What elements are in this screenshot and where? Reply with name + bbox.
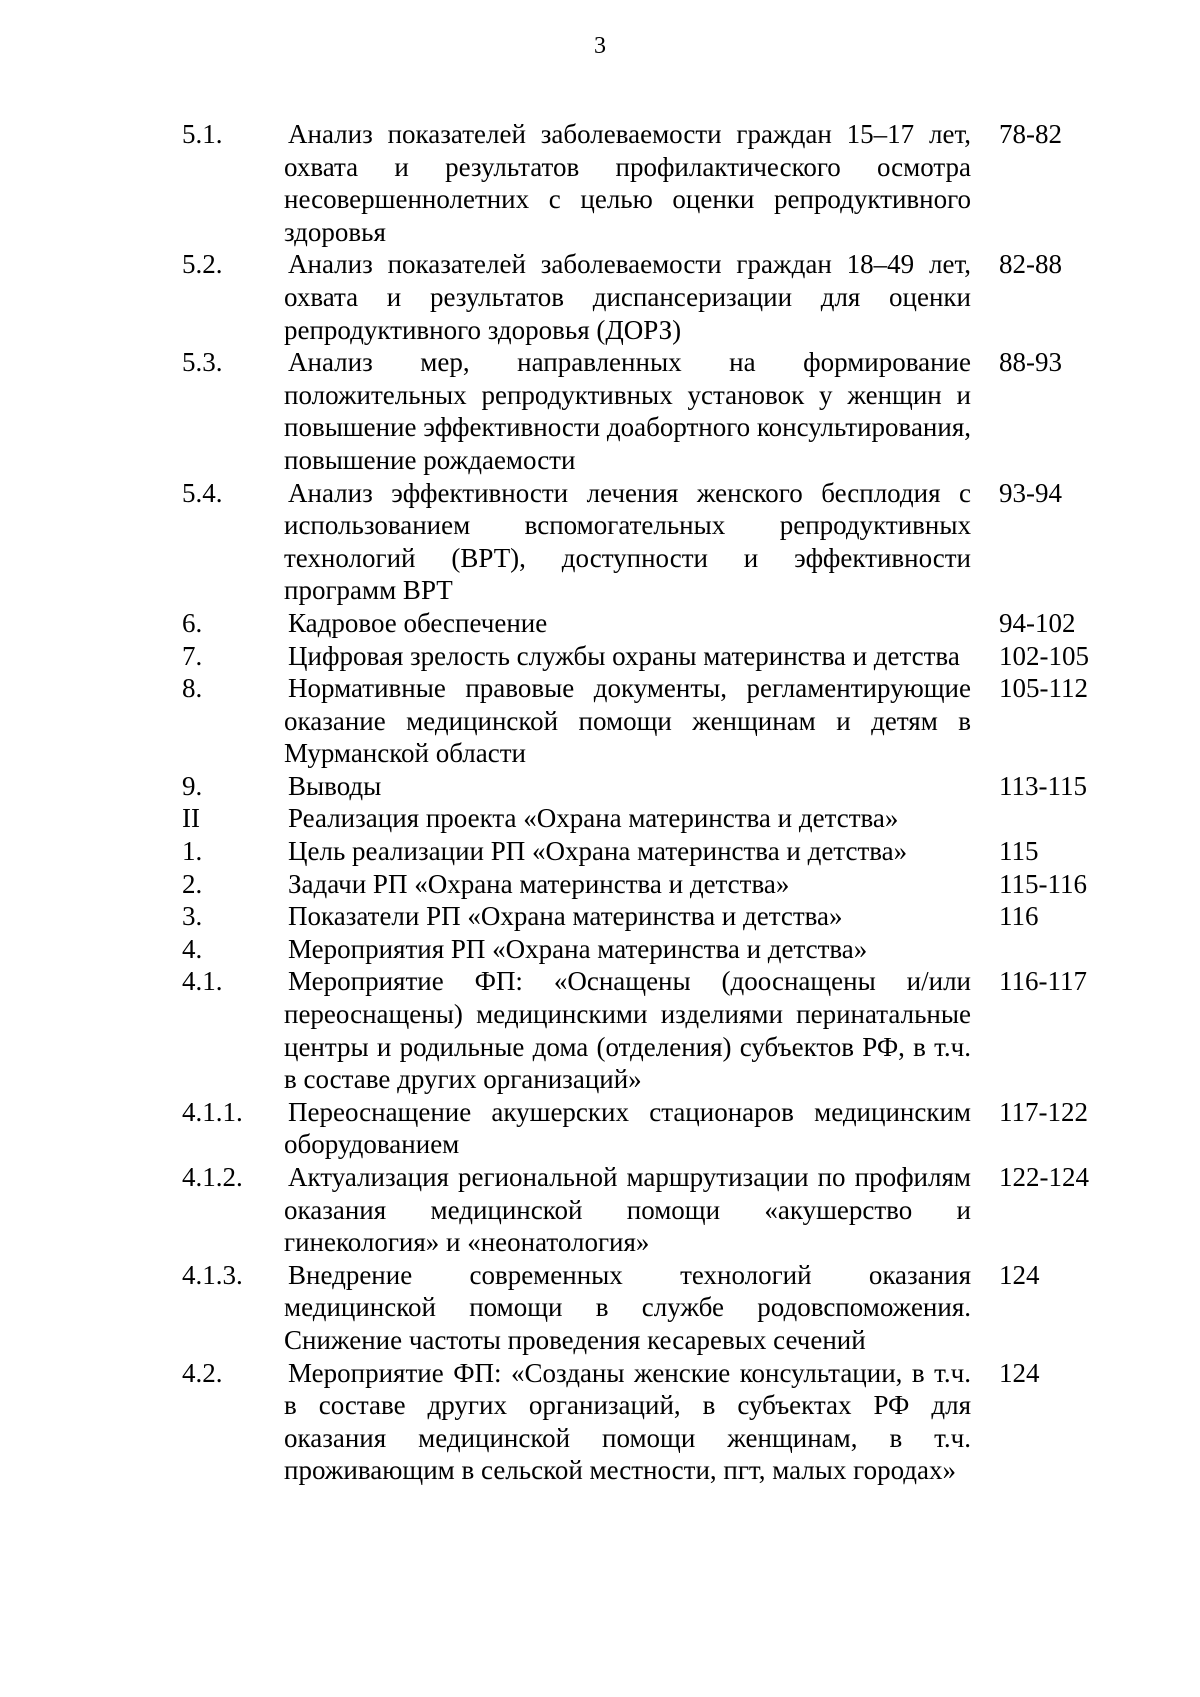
table-of-contents [182,118,1102,1487]
toc-item-title: Задачи РП «Охрана материнства и детства» [288,868,790,899]
toc-row [182,672,1102,770]
toc-item-title: Кадровое обеспечение [288,607,548,638]
toc-item-pages: 117-122 [999,1096,1088,1127]
toc-row [182,118,1102,248]
toc-item-title: Актуализация региональной маршрутизации по профилям оказания медицинской помощи «акушерство и гинекология» и «неонатология» [284,1162,971,1258]
toc-item-title: Анализ мер, направленных на формирование положительных репродуктивных установок у женщин и повышение эффективности доабортного консультирования, повышение рождаемости [284,347,971,475]
toc-item-number: 5.3. [182,347,223,378]
toc-item-number: 9. [182,770,203,801]
toc-row [182,1259,1102,1357]
toc-item-title: Реализация проекта «Охрана материнства и детства» [288,803,899,834]
toc-item-title: Анализ показателей заболеваемости граждан 18–49 лет, охвата и результатов диспансеризации для оценки репродуктивного здоровья (ДОРЗ) [284,249,971,345]
toc-item-pages: 124 [999,1259,1040,1290]
toc-item-title: Нормативные правовые документы, регламентирующие оказание медицинской помощи женщинам и детям в Мурманской области [284,673,971,769]
toc-row [182,346,1102,476]
toc-item-title: Переоснащение акушерских стационаров медицинским оборудованием [284,1096,971,1160]
toc-row [182,933,1102,966]
toc-item-title: Цифровая зрелость службы охраны материнства и детства [288,640,960,671]
toc-row [182,640,1102,673]
toc-row [182,1096,1102,1161]
toc-item-number: 2. [182,868,203,899]
toc-item-number: 5.1. [182,119,223,149]
toc-row [182,770,1102,803]
toc-item-number: 4.1.2. [182,1162,243,1192]
toc-item-title: Мероприятие ФП: «Оснащены (дооснащены и/или переоснащены) медицинскими изделиями перинатальные центры и родильные дома (отделения) субъектов РФ, в т.ч. в составе других организаций» [284,966,971,1095]
toc-item-pages: 122-124 [999,1162,1089,1192]
toc-item-pages: 115 [999,836,1039,867]
toc-item-number: 4.2. [182,1357,223,1388]
toc-item-pages: 115-116 [999,868,1087,899]
toc-item-number: 7. [182,640,203,671]
toc-row [182,900,1102,933]
toc-item-pages: 82-88 [999,249,1062,280]
toc-item-pages: 124 [999,1357,1040,1388]
toc-row [182,868,1102,901]
page-number: 3 [594,33,606,59]
toc-item-number: 5.4. [182,477,223,508]
toc-item-number: 4.1. [182,966,223,997]
toc-item-pages: 102-105 [999,640,1089,671]
toc-item-number: 1. [182,836,203,867]
toc-item-pages: 116 [999,901,1039,932]
toc-item-pages: 88-93 [999,347,1062,378]
toc-row [182,607,1102,640]
toc-item-number: 4. [182,933,203,964]
toc-row [182,477,1102,607]
toc-item-number: 5.2. [182,249,223,280]
toc-item-number: II [182,803,200,834]
toc-item-title: Выводы [288,770,382,801]
toc-item-number: 4.1.3. [182,1259,243,1290]
toc-item-pages: 113-115 [999,770,1087,801]
toc-item-title: Мероприятия РП «Охрана материнства и детства» [288,933,868,964]
toc-item-title: Цель реализации РП «Охрана материнства и детства» [288,836,908,867]
toc-row [182,1357,1102,1487]
toc-item-pages: 93-94 [999,477,1062,508]
toc-item-pages: 116-117 [999,966,1087,997]
toc-item-number: 4.1.1. [182,1096,243,1127]
toc-item-number: 8. [182,673,203,704]
toc-row [182,1161,1102,1259]
toc-item-title: Показатели РП «Охрана материнства и детства» [288,901,843,932]
toc-row [182,835,1102,868]
toc-item-pages: 105-112 [999,673,1088,704]
toc-item-pages: 94-102 [999,607,1076,638]
toc-row [182,965,1102,1095]
toc-item-title: Мероприятие ФП: «Созданы женские консультации, в т.ч. в составе других организаций, в субъектах РФ для оказания медицинской помощи женщинам, в т.ч. проживающим в сельской местности, пгт, малых городах» [284,1357,971,1486]
toc-row [182,248,1102,346]
toc-item-number: 3. [182,901,203,932]
toc-item-title: Внедрение современных технологий оказания медицинской помощи в службе родовспоможения. Снижение частоты проведения кесаревых сечений [284,1259,971,1355]
toc-item-pages: 78-82 [999,119,1062,149]
toc-item-title: Анализ показателей заболеваемости граждан 15–17 лет, охвата и результатов профилактического осмотра несовершеннолетних с целью оценки репродуктивного здоровья [284,119,971,247]
toc-row [182,802,1102,835]
toc-item-title: Анализ эффективности лечения женского бесплодия с использованием вспомогательных репродуктивных технологий (ВРТ), доступности и эффективности программ ВРТ [284,477,971,606]
toc-item-number: 6. [182,607,203,638]
